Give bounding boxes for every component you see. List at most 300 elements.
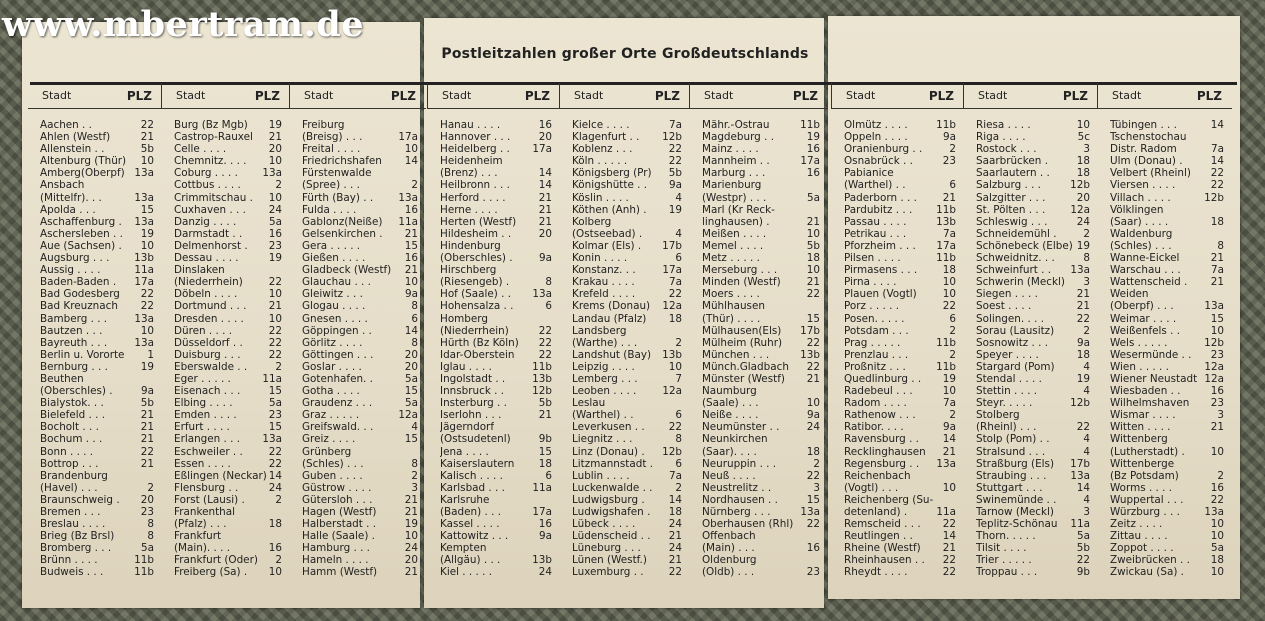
postcode: 18: [1210, 554, 1224, 567]
list-item: [174, 119, 288, 131]
postcode: 10: [1210, 566, 1224, 579]
postcode: 16: [538, 119, 552, 131]
city-name: Witten . . . .: [1110, 421, 1171, 434]
city-name: Frankfurt (Oder): [174, 554, 258, 567]
postcode: 24: [1076, 215, 1090, 228]
list-item: [40, 228, 160, 240]
list-item: [572, 433, 688, 445]
postcode: [154, 470, 160, 482]
postcode: 13b: [936, 215, 956, 228]
list-item: [702, 204, 826, 216]
postcode: 4: [675, 191, 682, 204]
city-name: Ludwigsburg .: [572, 493, 645, 506]
city-name: Heidelberg . .: [440, 143, 510, 156]
city-name: Eger . . . . .: [174, 372, 231, 385]
postcode: 23: [268, 239, 282, 252]
city-name: Stralsund . . .: [976, 445, 1046, 458]
city-name: Döbeln . . . .: [174, 288, 238, 301]
column-divider: [559, 83, 560, 109]
city-name: Offenbach: [702, 530, 756, 543]
city-name: Zoppot . . . .: [1110, 542, 1174, 555]
list-item: [844, 264, 962, 276]
postcode: [1224, 204, 1230, 216]
postcode: 5b: [140, 397, 154, 410]
postcode: [282, 264, 288, 276]
list-item: [976, 155, 1096, 167]
list-item: [844, 530, 962, 542]
city-name: Gnesen . . . .: [302, 312, 368, 325]
city-name: Gütersloh . . .: [302, 493, 373, 506]
list-item: [702, 300, 826, 312]
city-name: Linz (Donau) .: [572, 445, 645, 458]
postcode: 21: [268, 131, 282, 144]
postcode: 20: [538, 131, 552, 144]
list-item: [702, 506, 826, 518]
city-name: Bayreuth . . .: [40, 336, 108, 349]
postcode: 9a: [1077, 336, 1090, 349]
postcode: [282, 530, 288, 542]
city-name: Konin . . . .: [572, 252, 628, 265]
list-item: [572, 542, 688, 554]
list-item: [844, 397, 962, 409]
city-name: Straßburg (Els): [976, 457, 1054, 470]
list-item: [174, 288, 288, 300]
postcode: [820, 385, 826, 397]
list-item: [844, 313, 962, 325]
list-item: [702, 409, 826, 421]
city-name: Berlin u. Vororte: [40, 348, 125, 361]
city-name: Dessau . . . .: [174, 252, 239, 265]
postcode: 11a: [532, 481, 552, 494]
postcode: 21: [538, 409, 552, 422]
postcode: 7: [675, 372, 682, 385]
city-name: Oberhausen (Rhl): [702, 518, 794, 531]
city-name: Saarbrücken .: [976, 155, 1048, 168]
city-name: Gotenhafen. .: [302, 372, 373, 385]
city-name: Köslin . . . .: [572, 191, 629, 204]
list-item: [572, 143, 688, 155]
list-item: [844, 228, 962, 240]
city-name: Quedlinburg . .: [844, 372, 922, 385]
postcode: 6: [411, 312, 418, 325]
city-name: Pardubitz . . .: [844, 203, 913, 216]
list-item: [174, 264, 288, 276]
city-name: (Ostseebad) .: [572, 227, 643, 240]
list-item: [302, 240, 424, 252]
list-item: [702, 264, 826, 276]
city-name: Distr. Radom: [1110, 143, 1177, 156]
city-name: Wattenscheid .: [1110, 276, 1188, 289]
header-plz: PLZ: [792, 88, 818, 103]
city-name: Pirna . . . .: [844, 276, 897, 289]
city-name: Rheinhausen . .: [844, 554, 925, 567]
city-name: (Havel) . . .: [40, 481, 98, 494]
city-name: Lüneburg . . .: [572, 542, 641, 555]
list-item: [302, 494, 424, 506]
list-item: [40, 361, 160, 373]
city-name: Troppau . . .: [976, 566, 1038, 579]
city-name: Hamm (Westf): [302, 566, 378, 579]
list-item: [702, 373, 826, 385]
list-item: [440, 276, 558, 288]
city-name: (Saale) . . .: [702, 397, 759, 410]
postcode: 9a: [539, 252, 552, 265]
city-name: (Rheinl) . . .: [976, 421, 1037, 434]
city-name: Naumburg: [702, 385, 757, 398]
postcode: 1: [147, 348, 154, 361]
list-item: [844, 433, 962, 445]
city-name: Aschaffenburg .: [40, 215, 122, 228]
postcode: 11a: [1070, 518, 1090, 531]
list-item: [1110, 494, 1230, 506]
postcode: 18: [668, 312, 682, 325]
postcode: 12a: [662, 385, 682, 398]
city-name: Landau (Pfalz): [572, 312, 647, 325]
postcode: 15: [140, 203, 154, 216]
city-name: detenland) .: [844, 506, 908, 518]
column-9: [1098, 83, 1232, 579]
postcode: 6: [545, 469, 552, 482]
postcode: 9a: [943, 131, 956, 144]
list-item: [702, 554, 826, 566]
postcode: 9b: [538, 433, 552, 446]
postcode: 17a: [662, 264, 682, 277]
city-name: Kolmar (Els) .: [572, 239, 642, 252]
list-item: [440, 337, 558, 349]
list-item: [40, 264, 160, 276]
city-name: Remscheid . . .: [844, 518, 921, 531]
list-item: [174, 361, 288, 373]
postcode: [552, 542, 558, 554]
city-name: Liegnitz . . .: [572, 433, 633, 446]
postcode: 21: [806, 276, 820, 289]
city-name: Potsdam . . .: [844, 324, 909, 337]
city-name: Breslau . . . .: [40, 518, 106, 531]
postcode: 11b: [800, 119, 820, 131]
postcode: 18: [268, 518, 282, 531]
postcode: 22: [668, 143, 682, 156]
postcode: 2: [411, 469, 418, 482]
city-name: Eßlingen (Neckar): [174, 469, 267, 482]
column-6: [690, 83, 828, 579]
city-name: Hürth (Bz Köln): [440, 336, 519, 349]
postcode: 21: [1076, 300, 1090, 313]
list-item: [1110, 482, 1230, 494]
list-item: [302, 131, 424, 143]
postcode: 13a: [134, 191, 154, 204]
city-name: Königsberg (Pr): [572, 167, 652, 180]
postcode: 23: [806, 566, 820, 579]
postcode: 16: [806, 167, 820, 180]
postcode: 2: [949, 324, 956, 337]
postcode: 23: [942, 155, 956, 168]
list-item: [572, 446, 688, 458]
list-item: [976, 228, 1096, 240]
city-name: Freiberg (Sa) .: [174, 566, 248, 579]
city-name: Iserlohn . . .: [440, 409, 502, 422]
postcode: 4: [1083, 493, 1090, 506]
list-item: [702, 446, 826, 458]
postcode: 5a: [141, 542, 154, 555]
city-name: Wuppertal . . .: [1110, 493, 1184, 506]
list-item: [1110, 470, 1230, 482]
city-name: Kempten: [440, 542, 487, 555]
list-item: [572, 530, 688, 542]
header-plz: PLZ: [126, 88, 152, 103]
postcode: 20: [538, 227, 552, 240]
list-item: [976, 252, 1096, 264]
list-item: [174, 421, 288, 433]
postcode: 7a: [669, 119, 682, 131]
list-item: [702, 337, 826, 349]
list-item: [702, 313, 826, 325]
postcode: 8: [1083, 252, 1090, 265]
postcode: 13a: [1070, 264, 1090, 277]
header-city: Stadt: [1112, 89, 1142, 102]
postcode: 2: [1217, 469, 1224, 482]
city-name: Delmenhorst .: [174, 239, 248, 252]
city-name: Frankfurt: [174, 530, 222, 543]
list-item: [174, 554, 288, 566]
city-name: (Warthel) . .: [572, 409, 634, 422]
list-item: [976, 566, 1096, 578]
list-item: [702, 566, 826, 578]
postcode: 14: [404, 324, 418, 337]
postcode: 22: [806, 469, 820, 482]
postcode: 12b: [662, 131, 682, 144]
city-name: Lünen (Westf.): [572, 554, 647, 567]
list-item: [40, 204, 160, 216]
city-name: Wittenberg: [1110, 433, 1168, 446]
city-name: Hindenburg: [440, 239, 501, 252]
list-item: [702, 179, 826, 191]
column-header: [28, 83, 162, 109]
postcode: 12b: [1204, 336, 1224, 349]
postcode: 12a: [1070, 203, 1090, 216]
list-item: [844, 240, 962, 252]
city-name: (Oldb) . . .: [702, 566, 755, 579]
postcode: 11b: [532, 360, 552, 373]
postcode: 22: [668, 155, 682, 168]
city-name: Krems (Donau): [572, 300, 651, 313]
city-name: Fulda . . . .: [302, 203, 357, 216]
city-name: Hohensalza . .: [440, 300, 514, 313]
list-item: [572, 482, 688, 494]
watermark: www.mbertram.de: [2, 4, 365, 45]
city-name: Heilbronn . . .: [440, 179, 510, 192]
list-item: [174, 433, 288, 445]
postcode: 3: [411, 481, 418, 494]
postcode: 8: [411, 457, 418, 470]
city-name: Hamburg . . .: [302, 542, 370, 555]
city-name: Sorau (Lausitz): [976, 324, 1055, 337]
postcode: 15: [538, 445, 552, 458]
list-item: [844, 131, 962, 143]
list-item: [572, 349, 688, 361]
list-item: [40, 494, 160, 506]
list-item: [440, 409, 558, 421]
postcode: 22: [1076, 312, 1090, 325]
list-item: [1110, 119, 1230, 131]
city-name: Wiesbaden . .: [1110, 385, 1181, 398]
postcode: 13a: [134, 167, 154, 180]
city-name: Pilsen . . . .: [844, 252, 901, 265]
list-item: [844, 204, 962, 216]
city-name: Dresden . . . .: [174, 312, 244, 325]
city-name: Mähr.-Ostrau: [702, 119, 770, 131]
city-name: Pforzheim . . .: [844, 239, 916, 252]
postcode: 12b: [662, 445, 682, 458]
list-item: [572, 131, 688, 143]
city-name: Sosnowitz . . .: [976, 336, 1049, 349]
list-item: [440, 433, 558, 445]
city-name: Radom . . . .: [844, 397, 907, 410]
postcode: 13b: [532, 554, 552, 567]
list-item: [174, 518, 288, 530]
list-item: [174, 446, 288, 458]
list-item: [302, 409, 424, 421]
postcode: [820, 530, 826, 542]
postcode: 21: [942, 542, 956, 555]
postcode: [820, 204, 826, 216]
postcode: 22: [942, 566, 956, 579]
city-name: Ravensburg . .: [844, 433, 919, 446]
city-name: Herford . . . .: [440, 191, 506, 204]
postcode: 5a: [1211, 542, 1224, 555]
list-item: [1110, 192, 1230, 204]
postcode: 16: [538, 518, 552, 531]
city-name: Stendal . . . .: [976, 372, 1042, 385]
column-header: [560, 83, 690, 109]
list-item: [174, 397, 288, 409]
list-item: [174, 155, 288, 167]
postcode: 9a: [141, 385, 154, 398]
postcode: [552, 421, 558, 433]
postcode: 24: [668, 518, 682, 531]
list-item: [302, 385, 424, 397]
list-item: [976, 337, 1096, 349]
postcode: 10: [1210, 518, 1224, 531]
postcode: 18: [806, 445, 820, 458]
list-item: [440, 397, 558, 409]
city-name: Kolberg: [572, 215, 612, 228]
city-name: Schneidemühl .: [976, 227, 1057, 240]
column-divider: [831, 83, 832, 109]
city-name: Pabianice: [844, 167, 894, 180]
list-item: [440, 228, 558, 240]
city-name: Bocholt . . .: [40, 421, 99, 434]
postcode: 17a: [800, 155, 820, 168]
city-name: (Main). . . .: [174, 542, 231, 555]
city-name: Porz . . . . .: [844, 300, 900, 313]
list-item: [844, 179, 962, 191]
list-item: [702, 252, 826, 264]
list-item: [440, 530, 558, 542]
postcode: 18: [806, 252, 820, 265]
list-item: [174, 240, 288, 252]
column-divider: [289, 83, 290, 109]
city-name: Münster (Westf): [702, 372, 785, 385]
postcode: 13a: [1204, 506, 1224, 518]
list-item: [440, 325, 558, 337]
postcode: 22: [1076, 421, 1090, 434]
postcode: 2: [675, 336, 682, 349]
city-name: Weißenfels . .: [1110, 324, 1181, 337]
city-name: Erlangen . . .: [174, 433, 241, 446]
column-divider: [161, 83, 162, 109]
list-item: [572, 494, 688, 506]
list-item: [440, 131, 558, 143]
list-item: [440, 167, 558, 179]
city-name: Schweidnitz. . .: [976, 252, 1055, 265]
list-item: [40, 433, 160, 445]
city-name: linghausen) .: [702, 215, 770, 228]
city-name: (Breisg) . . .: [302, 131, 363, 144]
list-item: [1110, 131, 1230, 143]
city-name: Hildesheim . .: [440, 227, 512, 240]
city-name: Karlsbad . . .: [440, 481, 505, 494]
list-item: [174, 131, 288, 143]
city-name: Wesermünde . .: [1110, 348, 1192, 361]
postcode: 2: [1083, 227, 1090, 240]
city-name: München . . .: [702, 348, 770, 361]
city-name: Krefeld . . . .: [572, 288, 636, 301]
list-item: [976, 458, 1096, 470]
city-name: Posen. . . . .: [844, 312, 905, 325]
postcode: 3: [1083, 276, 1090, 289]
city-name: Koblenz . . .: [572, 143, 633, 156]
list-item: [302, 288, 424, 300]
city-name: Stuttgart . . .: [976, 481, 1043, 494]
list-item: [302, 300, 424, 312]
postcode: 18: [1076, 155, 1090, 168]
postcode: [1224, 228, 1230, 240]
list-item: [572, 204, 688, 216]
city-name: Herten (Westf): [440, 215, 517, 228]
postcode: 22: [668, 566, 682, 579]
city-name: Weiden: [1110, 288, 1149, 301]
list-item: [174, 385, 288, 397]
list-item: [572, 313, 688, 325]
list-item: [572, 155, 688, 167]
list-item: [1110, 240, 1230, 252]
postcode: 21: [140, 457, 154, 470]
list-item: [844, 288, 962, 300]
city-name: Reutlingen . .: [844, 530, 913, 543]
list-item: [976, 433, 1096, 445]
list-item: [40, 119, 160, 131]
city-name: Eschweiler . .: [174, 445, 243, 458]
city-name: Tilsit . . . .: [976, 542, 1027, 555]
header-plz: PLZ: [1062, 88, 1088, 103]
city-name: (Oberschles) .: [440, 252, 513, 265]
column-header: [964, 83, 1098, 109]
list-item: [40, 518, 160, 530]
list-item: [174, 337, 288, 349]
page-title: Postleitzahlen großer Orte Großdeutschlands: [441, 46, 809, 62]
city-name: Thorn. . . . .: [976, 530, 1036, 543]
city-name: Jägerndorf: [440, 421, 494, 434]
postcode: [1224, 433, 1230, 445]
postcode: 9a: [539, 530, 552, 543]
city-name: Gießen . . . .: [302, 252, 366, 265]
postcode: 17a: [532, 143, 552, 156]
list-item: [572, 470, 688, 482]
city-name: Luckenwalde . .: [572, 481, 653, 494]
city-name: Kattowitz . . .: [440, 530, 509, 543]
list-item: [40, 421, 160, 433]
postcode: 15: [404, 239, 418, 252]
